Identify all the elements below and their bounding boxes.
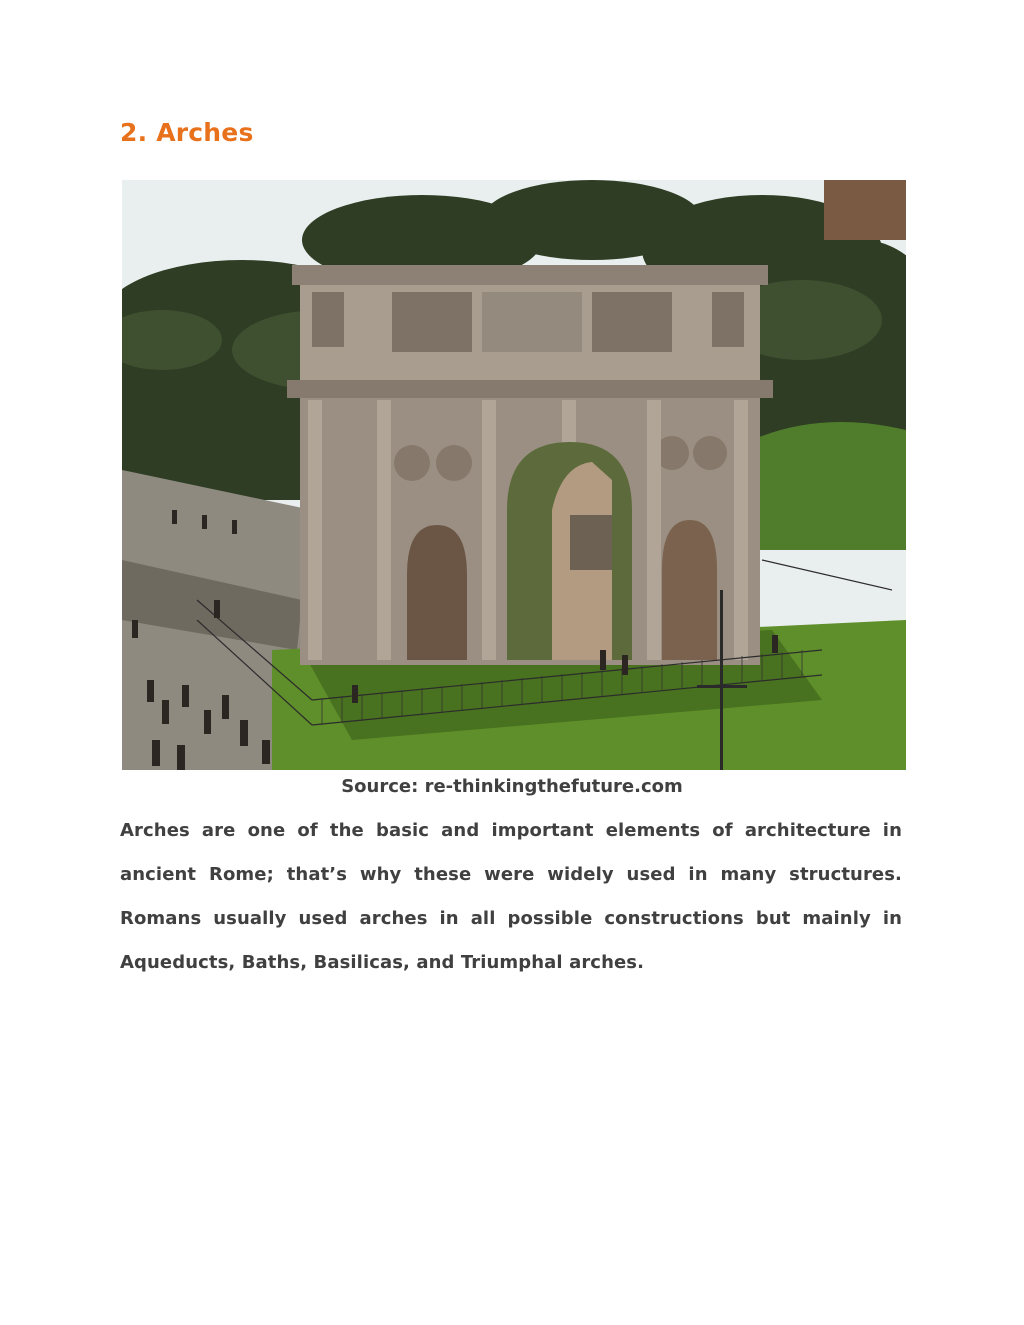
body-paragraph: Arches are one of the basic and important elements of architecture in ancient Rome; that’s why these were widely used in many structures. Romans usually used arches in all possible constructions but mainly in Aqueducts, Baths, Basilicas, and Triumphal arches. <box>120 820 902 973</box>
figure-caption: Source: re-thinkingthefuture.com <box>341 776 683 797</box>
arch-photo <box>122 180 906 770</box>
section-heading: 2. Arches <box>120 118 254 147</box>
